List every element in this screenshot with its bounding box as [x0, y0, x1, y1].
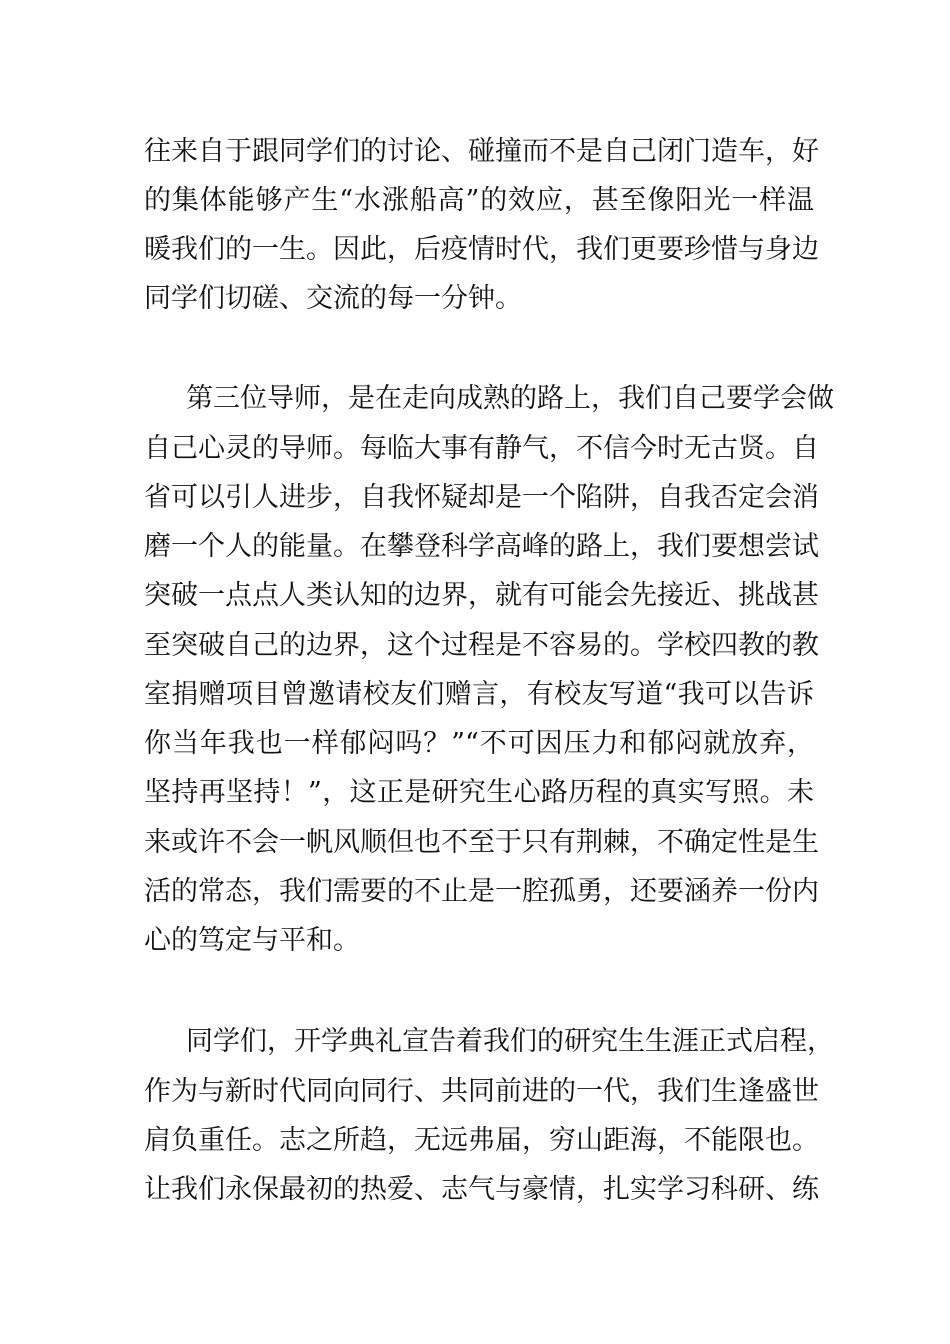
paragraph-1-line-1: 往来自于跟同学们的讨论、碰撞而不是自己闭门造车，好 — [144, 136, 819, 167]
paragraph-2-line-6: 至突破自己的边界，这个过程是不容易的。学校四教的教 — [144, 630, 819, 661]
paragraph-2-line-12: 心的笃定与平和。 — [144, 925, 360, 956]
paragraph-3-line-1: 同学们，开学典礼宣告着我们的研究生生涯正式启程， — [186, 1026, 834, 1057]
paragraph-2-line-7: 室捐赠项目曾邀请校友们赠言，有校友写道“我可以告诉 — [144, 679, 814, 710]
paragraph-2-line-9: 坚持再坚持！”，这正是研究生心路历程的真实写照。未 — [144, 777, 814, 808]
paragraph-2-line-10: 来或许不会一帆风顺但也不至于只有荆棘，不确定性是生 — [144, 827, 819, 858]
paragraph-2-line-4: 磨一个人的能量。在攀登科学高峰的路上，我们要想尝试 — [144, 531, 819, 562]
paragraph-2-line-1: 第三位导师，是在走向成熟的路上，我们自己要学会做 — [186, 383, 834, 414]
paragraph-2-line-11: 活的常态，我们需要的不止是一腔孤勇，还要涵养一份内 — [144, 876, 819, 907]
paragraph-1-line-4: 同学们切磋、交流的每一分钟。 — [144, 283, 522, 314]
paragraph-2-line-2: 自己心灵的导师。每临大事有静气，不信今时无古贤。自 — [144, 433, 819, 464]
paragraph-3-line-2: 作为与新时代同向同行、共同前进的一代，我们生逢盛世 — [144, 1076, 819, 1107]
paragraph-2-line-8: 你当年我也一样郁闷吗？”“不可因压力和郁闷就放弃， — [144, 728, 814, 759]
paragraph-1-line-3: 暖我们的一生。因此，后疫情时代，我们更要珍惜与身边 — [144, 234, 819, 265]
paragraph-2-line-3: 省可以引人进步，自我怀疑却是一个陷阱，自我否定会消 — [144, 482, 819, 513]
paragraph-3-line-3: 肩负重任。志之所趋，无远弗届，穷山距海，不能限也。 — [144, 1125, 819, 1156]
paragraph-1-line-2: 的集体能够产生“水涨船高”的效应，甚至像阳光一样温 — [144, 185, 814, 216]
paragraph-3-line-4: 让我们永保最初的热爱、志气与豪情，扎实学习科研、练 — [144, 1174, 819, 1205]
paragraph-2-line-5: 突破一点点人类认知的边界，就有可能会先接近、挑战甚 — [144, 580, 819, 611]
